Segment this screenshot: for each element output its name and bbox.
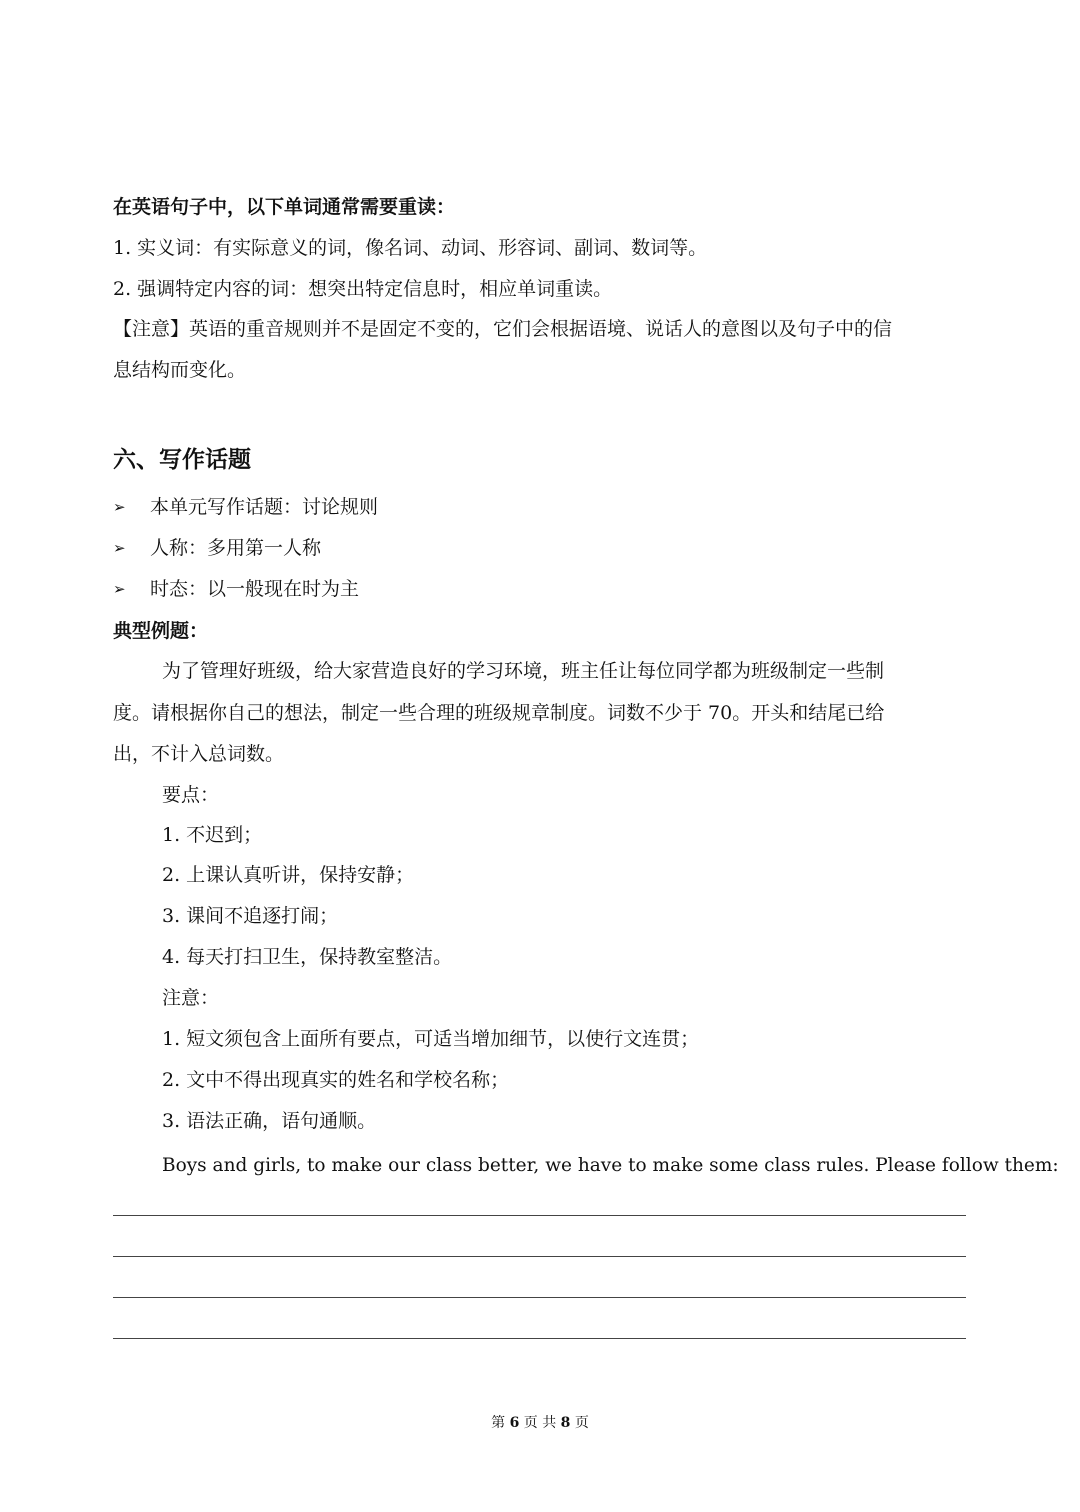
point-item: 4. 每天打扫卫生，保持教室整洁。 — [162, 946, 453, 968]
example-prompt-line-2: 度。请根据你自己的想法，制定一些合理的班级规章制度。词数不少于 70。开头和结尾已给 — [113, 702, 885, 724]
answer-line[interactable] — [113, 1215, 966, 1216]
stress-item-1: 1. 实义词：有实际意义的词，像名词、动词、形容词、副词、数词等。 — [113, 237, 708, 259]
note-item: 1. 短文须包含上面所有要点，可适当增加细节，以使行文连贯； — [162, 1028, 700, 1050]
page-footer — [0, 1413, 1080, 1433]
stress-item-2: 2. 强调特定内容的词：想突出特定信息时，相应单词重读。 — [113, 278, 613, 300]
example-prompt-line-1: 为了管理好班级，给大家营造良好的学习环境，班主任让每位同学都为班级制定一些制 — [162, 660, 885, 682]
bullet-text: 时态：以一般现在时为主 — [150, 578, 360, 600]
arrow-bullet-icon: ➢ — [113, 539, 126, 557]
arrow-bullet-icon: ➢ — [113, 580, 126, 598]
footer-suffix: 页 — [574, 1415, 589, 1431]
footer-prefix: 第 — [491, 1415, 506, 1431]
section-heading: 六、写作话题 — [113, 446, 251, 473]
point-item: 2. 上课认真听讲，保持安静； — [162, 864, 415, 886]
bullet-text: 本单元写作话题：讨论规则 — [150, 496, 379, 518]
current-page-number: 6 — [509, 1415, 520, 1431]
stress-note-line-2: 息结构而变化。 — [113, 359, 247, 381]
essay-opening: Boys and girls, to make our class better, we have to make some class rules. Please follow them: — [162, 1155, 1059, 1176]
points-label: 要点： — [162, 784, 220, 806]
note-item: 3. 语法正确，语句通顺。 — [162, 1110, 377, 1132]
total-pages-number: 8 — [560, 1415, 571, 1431]
point-item: 1. 不迟到； — [162, 824, 263, 846]
answer-line[interactable] — [113, 1338, 966, 1339]
point-item: 3. 课间不追逐打闹； — [162, 905, 339, 927]
note-item: 2. 文中不得出现真实的姓名和学校名称； — [162, 1069, 510, 1091]
footer-mid: 页 共 — [523, 1415, 557, 1431]
stress-note-line-1: 【注意】英语的重音规则并不是固定不变的，它们会根据语境、说话人的意图以及句子中的信 — [113, 318, 893, 340]
arrow-bullet-icon: ➢ — [113, 498, 126, 516]
answer-line[interactable] — [113, 1297, 966, 1298]
stress-intro: 在英语句子中，以下单词通常需要重读： — [113, 196, 456, 218]
answer-line[interactable] — [113, 1256, 966, 1257]
example-title: 典型例题： — [113, 620, 209, 642]
notes-label: 注意： — [162, 987, 220, 1009]
example-prompt-line-3: 出，不计入总词数。 — [113, 743, 285, 765]
bullet-text: 人称：多用第一人称 — [150, 537, 322, 559]
